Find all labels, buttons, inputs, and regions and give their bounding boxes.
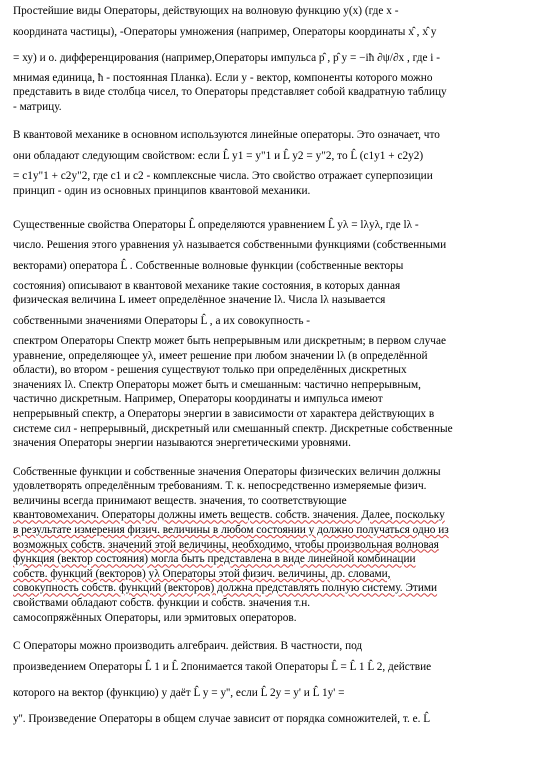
text-line: число. Решения этого уравнения уλ называется собственными функциями (собственными [13,239,447,252]
text-line: собственными значениями Операторы L̂ , а их совокупность - [13,314,311,327]
text-line: С Операторы можно производить алгебраич. действия. В частности, под [13,640,363,653]
text-line: непрерывный спектр, а Операторы энергии в зависимости от характера действующих в [13,407,435,420]
document-page [13,4,525,746]
text-line: - матрицу. [13,100,62,113]
text-line: области), во втором - решения существуют только при определённых дискретных [13,364,407,377]
text-line: возможных собств. значений этой величины, необходимо, чтобы произвольная волновая [13,538,439,551]
text-line: Простейшие виды Операторы, действующих на волновую функцию у(х) (где х - [13,5,399,17]
text-line: принцип - один из основных принципов квантовой механики. [13,184,311,197]
text-line: представить в виде столбца чисел, то Операторы представляет собой квадратную таблицу [13,86,447,99]
text-line: частично дискретным. Например, Операторы координаты и импульса имеют [13,393,383,406]
text-line: = ху) и о. дифференцирования (например,Операторы импульса р̂ , р̂ у = −iħ ∂ψ/∂x , где i - [13,51,441,64]
text-line: в результате измерения физич. величины в любом состоянии у должно получаться одно из [13,524,449,537]
text-line: системе сил - непрерывный, дискретный или смешанный спектр. Дискретные собственные [13,422,453,435]
text-line: у''. Произведение Операторы в общем случае зависит от порядка сомножителей, т. е. L̂ [13,712,431,725]
text-line: удовлетворять определённым требованиям. Т. к. непосредственно измеряемые физич. [13,480,427,493]
text-line: = с1у"1 + с2у"2, где с1 и с2 - комплексные числа. Это свойство отражает суперпозиции [13,169,433,182]
text-line: физическая величина L имеет определённое значение lλ. Числа lλ называется [13,294,386,307]
text-line: свойствами обладают собств. функции и собств. значения т.н. [13,597,311,610]
text-line: мнимая единица, ħ - постоянная Планка). Если у - вектор, компоненты которого можно [13,71,433,84]
text-line: значения Операторы энергии называются энергетическими уровнями. [13,437,351,450]
paragraph-eigenfunction-requirements [13,465,525,626]
text-line: самосопряжённых Операторы, или эрмитовых операторов. [13,611,297,624]
text-line: уравнение, определяющее уλ, имеет решение при любом значении lλ (в определённой [13,349,428,362]
text-line: В квантовой механике в основном используются линейные операторы. Это означает, что [13,129,440,142]
text-line: значениях lλ. Спектр Операторы может быть и смешанным: частично непрерывным, [13,378,421,391]
text-line: функция (вектор состояния) могла быть представлена в виде линейной комбинации [13,553,416,566]
text-line: Собственные функции и собственные значения Операторы физических величин должны [13,465,441,478]
paragraph-eigenvalues [13,212,525,451]
paragraph-linear-operators [13,128,525,198]
text-line: они обладают следующим свойством: если L̂ у1 = у"1 и L̂ у2 = у"2, то L̂ (с1у1 + с2у2) [13,149,424,162]
text-line: произведением Операторы L̂ 1 и L̂ 2понимается такой Операторы L̂ = L̂ 1 L̂ 2, действие [13,660,432,673]
paragraph-operator-algebra [13,639,525,732]
text-line: собств. функций (векторов) уλ Операторы этой физич. величины, др. словами, [13,567,391,580]
text-line: величины всегда принимают веществ. значения, то соответствующие [13,494,347,507]
text-line: состояния) описывают в квантовой механике такие состояния, в которых данная [13,279,401,292]
text-line: спектром Операторы Спектр может быть непрерывным или дискретным; в первом случае [13,334,446,347]
text-line: квантовомеханич. Операторы должны иметь веществ. собств. значения. Далее, поскольку [13,509,445,522]
text-line: которого на вектор (функцию) у даёт L̂ у = у'', если L̂ 2у = у' и L̂ 1у' = [13,686,345,699]
text-line: Существенные свойства Операторы L̂ определяются уравнением L̂ уλ = lλуλ, где lλ - [13,219,419,232]
text-line: векторами) оператора L̂ . Собственные волновые функции (собственные векторы [13,259,404,272]
paragraph-simple-operators [13,4,525,114]
text-line: совокупность собств. функций (векторов) должна представлять полную систему. Этими [13,582,438,595]
text-line: координата частицы), -Операторы умножения (например, Операторы координаты х̂ , х̂ у [13,25,437,38]
